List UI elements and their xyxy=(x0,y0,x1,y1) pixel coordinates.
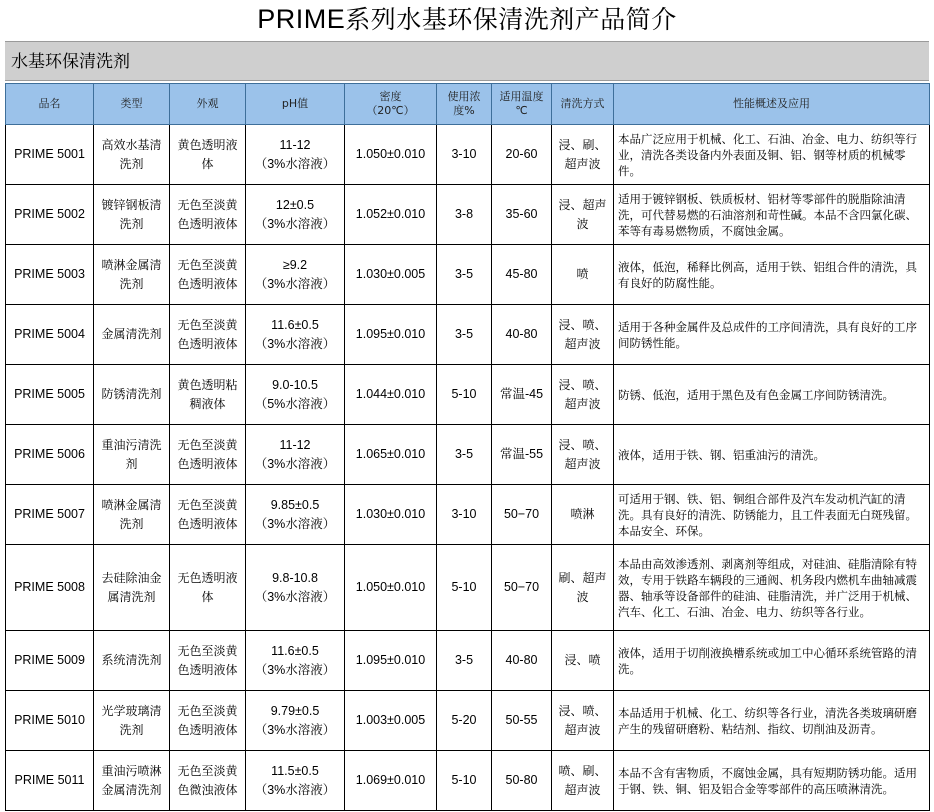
method-cell: 喷淋 xyxy=(552,485,614,545)
temperature-cell: 40-80 xyxy=(492,305,552,365)
ph-value: 11-12 xyxy=(279,437,311,452)
density-cell: 1.030±0.005 xyxy=(345,245,437,305)
density-cell: 1.030±0.010 xyxy=(345,485,437,545)
header-method: 清洗方式 xyxy=(552,84,614,125)
appearance-cell: 黄色透明粘稠液体 xyxy=(170,365,246,425)
header-concentration: 使用浓 度% xyxy=(437,84,492,125)
concentration-cell: 3-10 xyxy=(437,485,492,545)
appearance-cell: 无色至淡黄色透明液体 xyxy=(170,691,246,751)
product-type-cell: 金属清洗剂 xyxy=(94,305,170,365)
concentration-cell: 5-10 xyxy=(437,751,492,811)
product-name-cell: PRIME 5009 xyxy=(6,631,94,691)
method-cell: 浸、超声波 xyxy=(552,185,614,245)
ph-note: （3%水溶液） xyxy=(254,156,336,171)
temperature-cell: 50-80 xyxy=(492,751,552,811)
density-cell: 1.065±0.010 xyxy=(345,425,437,485)
appearance-cell: 无色至淡黄色透明液体 xyxy=(170,425,246,485)
ph-value: 12±0.5 xyxy=(275,197,315,212)
description-cell: 适用于镀锌钢板、铁质板材、铝材等零部件的脱脂除油清洗，可代替易燃的石油溶剂和苛性碱。本品不含四氯化碳、苯等有毒易燃物质，不腐蚀金属。 xyxy=(614,185,930,245)
density-cell: 1.069±0.010 xyxy=(345,751,437,811)
ph-cell xyxy=(246,185,345,245)
product-type-cell: 高效水基清洗剂 xyxy=(94,125,170,185)
density-cell: 1.003±0.005 xyxy=(345,691,437,751)
temperature-cell: 35-60 xyxy=(492,185,552,245)
product-name-cell: PRIME 5011 xyxy=(6,751,94,811)
product-type-cell: 去硅除油金属清洗剂 xyxy=(94,545,170,631)
temperature-cell: 45-80 xyxy=(492,245,552,305)
ph-cell xyxy=(246,125,345,185)
header-row xyxy=(6,84,930,125)
ph-note: （3%水溶液） xyxy=(254,276,336,291)
density-cell: 1.044±0.010 xyxy=(345,365,437,425)
method-cell: 浸、喷、超声波 xyxy=(552,305,614,365)
table-row xyxy=(6,245,930,305)
ph-cell xyxy=(246,631,345,691)
density-cell: 1.052±0.010 xyxy=(345,185,437,245)
appearance-cell: 黄色透明液体 xyxy=(170,125,246,185)
ph-value: 9.0-10.5 xyxy=(272,377,318,392)
product-type-cell: 重油污清洗剂 xyxy=(94,425,170,485)
method-cell: 浸、刷、超声波 xyxy=(552,125,614,185)
table-row xyxy=(6,185,930,245)
description-cell: 本品由高效渗透剂、剥离剂等组成，对硅油、硅脂清除有特效，专用于铁路车辆段的三通阀、机务段内燃机车曲轴减震器、轴承等设备部件的硅油、硅脂清洗，并广泛用于机械、汽车、化工、石油、冶金、电力、纺织等各行业。 xyxy=(614,545,930,631)
table-row xyxy=(6,425,930,485)
description-cell: 液体，低泡，稀释比例高，适用于铁、铝组合件的清洗，具有良好的防腐性能。 xyxy=(614,245,930,305)
concentration-cell: 3-5 xyxy=(437,245,492,305)
method-cell: 喷、刷、超声波 xyxy=(552,751,614,811)
description-cell: 本品广泛应用于机械、化工、石油、冶金、电力、纺织等行业，清洗各类设备内外表面及铜、铝、钢等材质的机械零件。 xyxy=(614,125,930,185)
table-row xyxy=(6,365,930,425)
concentration-cell: 3-5 xyxy=(437,305,492,365)
temperature-cell: 50−70 xyxy=(492,545,552,631)
product-type-cell: 镀锌钢板清洗剂 xyxy=(94,185,170,245)
appearance-cell: 无色至淡黄色微浊液体 xyxy=(170,751,246,811)
method-cell: 浸、喷 xyxy=(552,631,614,691)
product-type-cell: 系统清洗剂 xyxy=(94,631,170,691)
temperature-cell: 常温-55 xyxy=(492,425,552,485)
header-appearance: 外观 xyxy=(170,84,246,125)
ph-note: （3%水溶液） xyxy=(254,589,336,604)
appearance-cell: 无色至淡黄色透明液体 xyxy=(170,631,246,691)
ph-note: （3%水溶液） xyxy=(254,722,336,737)
product-name-cell: PRIME 5006 xyxy=(6,425,94,485)
product-name-cell: PRIME 5010 xyxy=(6,691,94,751)
temperature-cell: 50−70 xyxy=(492,485,552,545)
method-cell: 浸、喷、超声波 xyxy=(552,691,614,751)
table-row xyxy=(6,691,930,751)
concentration-cell: 3-10 xyxy=(437,125,492,185)
temperature-cell: 20-60 xyxy=(492,125,552,185)
description-cell: 液体，适用于铁、钢、铝重油污的清洗。 xyxy=(614,425,930,485)
ph-value: 11.6±0.5 xyxy=(271,317,319,332)
table-row xyxy=(6,485,930,545)
header-type: 类型 xyxy=(94,84,170,125)
appearance-cell: 无色至淡黄色透明液体 xyxy=(170,305,246,365)
ph-note: （3%水溶液） xyxy=(254,662,336,677)
description-cell: 本品适用于机械、化工、纺织等各行业，清洗各类玻璃研磨产生的残留研磨粉、粘结剂、指纹、切削油及沥青。 xyxy=(614,691,930,751)
ph-value: 11-12 xyxy=(279,137,311,152)
ph-cell xyxy=(246,751,345,811)
product-name-cell: PRIME 5001 xyxy=(6,125,94,185)
ph-note: （3%水溶液） xyxy=(254,216,336,231)
ph-value: 11.5±0.5 xyxy=(271,763,319,778)
description-cell: 防锈、低泡，适用于黑色及有色金属工序间防锈清洗。 xyxy=(614,365,930,425)
method-cell: 浸、喷、超声波 xyxy=(552,365,614,425)
table-row xyxy=(6,305,930,365)
density-cell: 1.095±0.010 xyxy=(345,631,437,691)
method-cell: 喷 xyxy=(552,245,614,305)
temperature-cell: 40-80 xyxy=(492,631,552,691)
appearance-cell: 无色至淡黄色透明液体 xyxy=(170,485,246,545)
ph-cell xyxy=(246,245,345,305)
ph-value: 11.6±0.5 xyxy=(271,643,319,658)
method-cell: 刷、超声波 xyxy=(552,545,614,631)
product-name-cell: PRIME 5008 xyxy=(6,545,94,631)
product-table xyxy=(5,83,930,811)
product-type-cell: 重油污喷淋金属清洗剂 xyxy=(94,751,170,811)
ph-cell xyxy=(246,485,345,545)
product-name-cell: PRIME 5007 xyxy=(6,485,94,545)
concentration-cell: 5-20 xyxy=(437,691,492,751)
ph-value: 9.8-10.8 xyxy=(272,570,318,585)
ph-cell xyxy=(246,365,345,425)
appearance-cell: 无色透明液体 xyxy=(170,545,246,631)
page-title xyxy=(0,0,934,38)
product-type-cell: 喷淋金属清洗剂 xyxy=(94,485,170,545)
ph-cell xyxy=(246,425,345,485)
density-cell: 1.095±0.010 xyxy=(345,305,437,365)
table-row xyxy=(6,545,930,631)
table-row xyxy=(6,631,930,691)
ph-note: （3%水溶液） xyxy=(254,456,336,471)
section-header: 水基环保清洗剂 xyxy=(5,41,929,81)
concentration-cell: 3-5 xyxy=(437,425,492,485)
ph-value: 9.85±0.5 xyxy=(270,497,320,512)
product-name-cell: PRIME 5004 xyxy=(6,305,94,365)
product-name-cell: PRIME 5003 xyxy=(6,245,94,305)
description-cell: 适用于各种金属件及总成件的工序间清洗，具有良好的工序间防锈性能。 xyxy=(614,305,930,365)
ph-cell xyxy=(246,545,345,631)
product-type-cell: 防锈清洗剂 xyxy=(94,365,170,425)
description-cell: 本品不含有害物质，不腐蚀金属，具有短期防锈功能。适用于钢、铁、铜、铝及铝合金等零部件的高压喷淋清洗。 xyxy=(614,751,930,811)
appearance-cell: 无色至淡黄色透明液体 xyxy=(170,185,246,245)
density-cell: 1.050±0.010 xyxy=(345,545,437,631)
appearance-cell: 无色至淡黄色透明液体 xyxy=(170,245,246,305)
table-row xyxy=(6,751,930,811)
ph-note: （3%水溶液） xyxy=(254,516,336,531)
concentration-cell: 3-5 xyxy=(437,631,492,691)
title-rest: 系列水基环保清洗剂产品简介 xyxy=(345,5,677,34)
density-cell: 1.050±0.010 xyxy=(345,125,437,185)
ph-note: （3%水溶液） xyxy=(254,336,336,351)
header-temperature: 适用温度 ℃ xyxy=(492,84,552,125)
header-description: 性能概述及应用 xyxy=(614,84,930,125)
description-cell: 液体，适用于切削液换槽系统或加工中心循环系统管路的清洗。 xyxy=(614,631,930,691)
header-ph: pH值 xyxy=(246,84,345,125)
ph-note: （5%水溶液） xyxy=(254,396,336,411)
header-name: 品名 xyxy=(6,84,94,125)
ph-value: 9.79±0.5 xyxy=(270,703,320,718)
temperature-cell: 常温-45 xyxy=(492,365,552,425)
ph-note: （3%水溶液） xyxy=(254,782,336,797)
ph-value: ≥9.2 xyxy=(282,257,308,272)
product-name-cell: PRIME 5005 xyxy=(6,365,94,425)
description-cell: 可适用于钢、铁、铝、铜组合部件及汽车发动机汽缸的清洗。具有良好的清洗、防锈能力，且工件表面无白斑残留。本品安全、环保。 xyxy=(614,485,930,545)
ph-cell xyxy=(246,691,345,751)
header-density: 密度 （20℃） xyxy=(345,84,437,125)
concentration-cell: 3-8 xyxy=(437,185,492,245)
table-row xyxy=(6,125,930,185)
product-name-cell: PRIME 5002 xyxy=(6,185,94,245)
title-brand: PRIME xyxy=(257,4,346,34)
product-type-cell: 光学玻璃清洗剂 xyxy=(94,691,170,751)
product-type-cell: 喷淋金属清洗剂 xyxy=(94,245,170,305)
temperature-cell: 50-55 xyxy=(492,691,552,751)
concentration-cell: 5-10 xyxy=(437,545,492,631)
method-cell: 浸、喷、超声波 xyxy=(552,425,614,485)
concentration-cell: 5-10 xyxy=(437,365,492,425)
ph-cell xyxy=(246,305,345,365)
